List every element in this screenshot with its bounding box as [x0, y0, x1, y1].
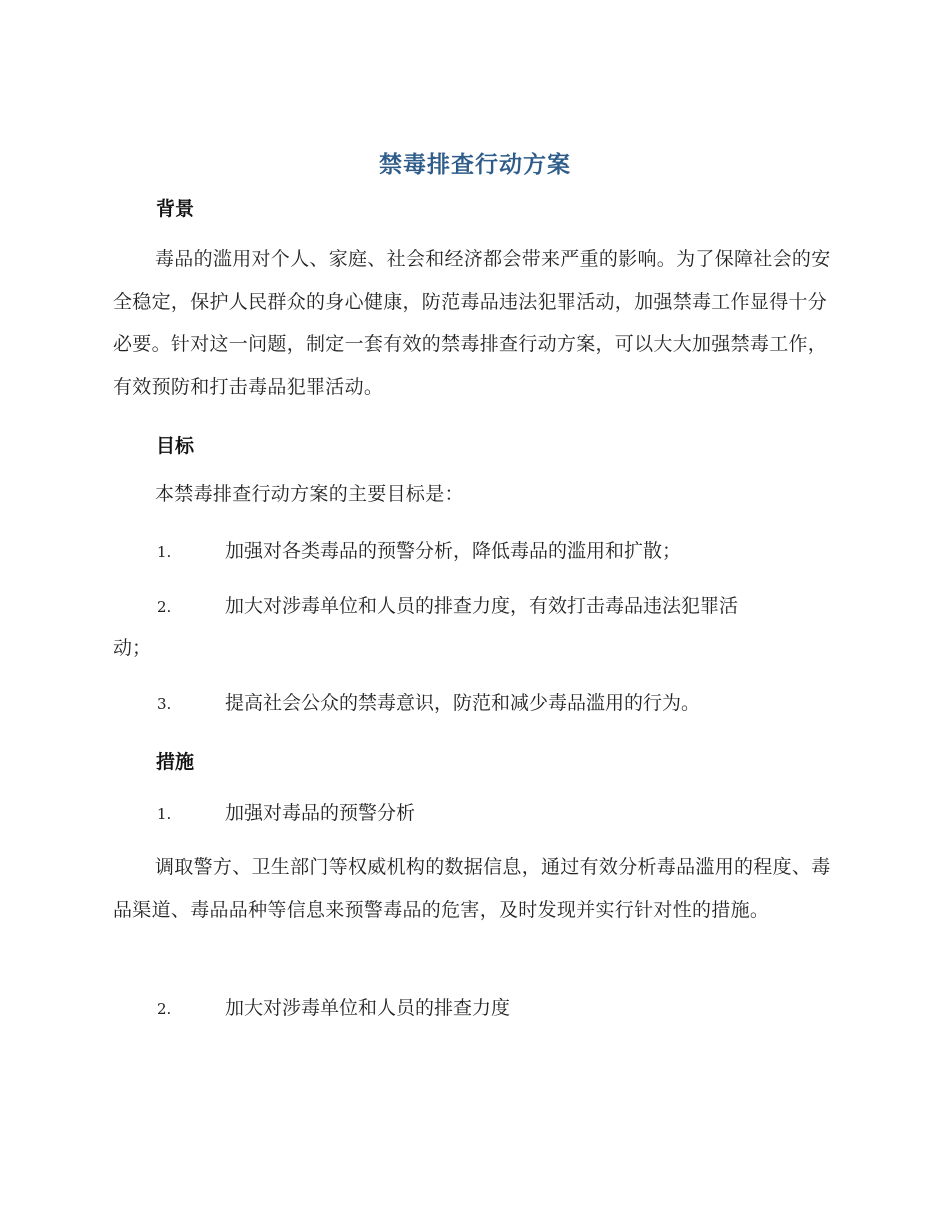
section-heading-background: 背景 [156, 198, 195, 220]
goals-list-number: 2. [157, 598, 172, 616]
measures-list-number: 2. [157, 1000, 172, 1018]
goals-list-item: 提高社会公众的禁毒意识，防范和减少毒品滥用的行为。 [225, 692, 701, 714]
document-title: 禁毒排查行动方案 [379, 152, 571, 178]
goals-list-number: 1. [157, 543, 172, 561]
goals-list-item: 加强对各类毒品的预警分析，降低毒品的滥用和扩散； [225, 540, 682, 562]
measures-paragraph: 调取警方、卫生部门等权威机构的数据信息，通过有效分析毒品滥用的程度、毒品渠道、毒品品种等信息来预警毒品的危害，及时发现并实行针对性的措施。 [113, 856, 831, 921]
goals-intro: 本禁毒排查行动方案的主要目标是： [155, 483, 464, 505]
goals-list-item-continuation: 动； [113, 637, 152, 659]
measures-list-item: 加大对涉毒单位和人员的排查力度 [225, 997, 511, 1019]
measures-list-item: 加强对毒品的预警分析 [225, 802, 416, 824]
goals-list-number: 3. [157, 695, 172, 713]
section-heading-measures: 措施 [156, 751, 195, 773]
section-heading-goals: 目标 [156, 435, 195, 457]
background-paragraph: 毒品的滥用对个人、家庭、社会和经济都会带来严重的影响。为了保障社会的安全稳定，保护人民群众的身心健康，防范毒品违法犯罪活动，加强禁毒工作显得十分必要。针对这一问题，制定一套有效的禁毒排查行动方案，可以大大加强禁毒工作，有效预防和打击毒品犯罪活动。 [113, 248, 831, 398]
goals-list-item: 加大对涉毒单位和人员的排查力度，有效打击毒品违法犯罪活 [225, 595, 739, 617]
measures-list-number: 1. [157, 805, 172, 823]
